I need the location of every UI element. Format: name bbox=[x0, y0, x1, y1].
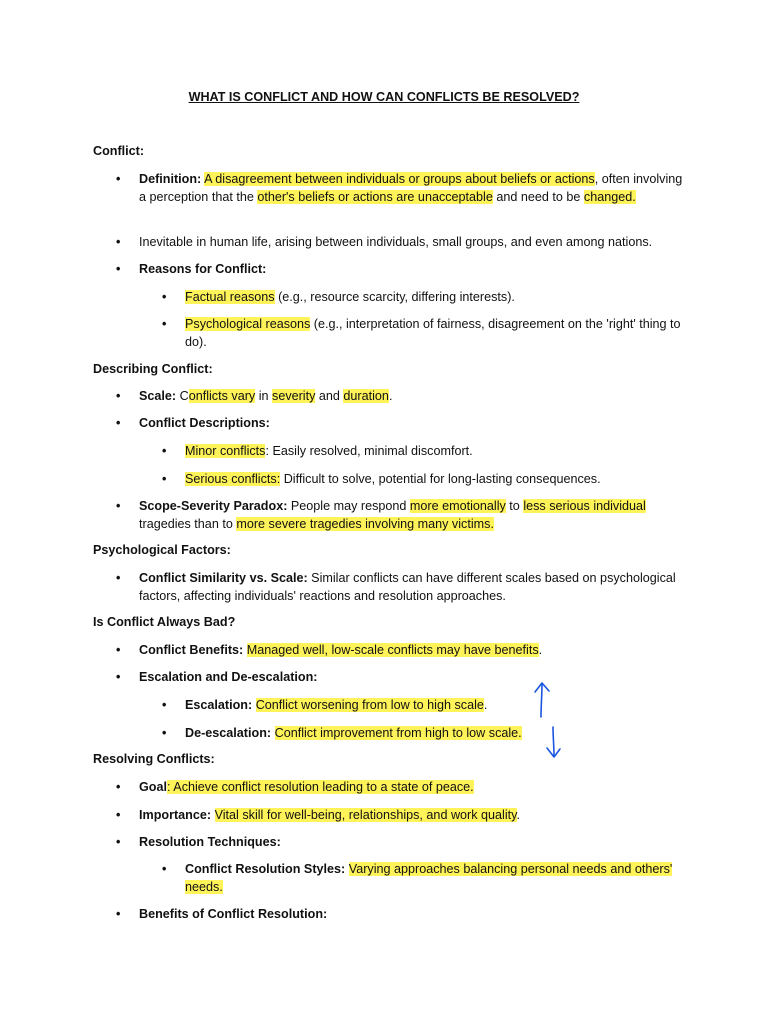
bullet-icon: • bbox=[116, 571, 121, 585]
bullet-icon: • bbox=[162, 698, 167, 712]
styles-label: Conflict Resolution Styles: bbox=[185, 862, 346, 876]
bullet-icon: • bbox=[162, 444, 167, 458]
importance-end: . bbox=[516, 808, 521, 822]
reasons-label-text: Reasons for Conflict: bbox=[139, 262, 267, 276]
escalation-end: . bbox=[483, 698, 488, 712]
scale-end: . bbox=[388, 389, 393, 403]
section-heading-describing: Describing Conflict: bbox=[93, 362, 213, 376]
section-heading-conflict: Conflict: bbox=[93, 144, 145, 158]
similarity-label: Conflict Similarity vs. Scale: bbox=[139, 571, 308, 585]
scale-highlight-2: severity bbox=[272, 389, 316, 403]
deescalation-highlight: Conflict improvement from high to low scale. bbox=[274, 726, 522, 740]
bullet-icon: • bbox=[162, 862, 167, 876]
minor-highlight: Minor conflicts bbox=[185, 444, 266, 458]
minor-text: : Easily resolved, minimal discomfort. bbox=[265, 444, 473, 458]
paradox-highlight-3: more severe tragedies involving many victims. bbox=[236, 517, 494, 531]
factual-text: (e.g., resource scarcity, differing interests). bbox=[274, 290, 515, 304]
escalation-highlight: Conflict worsening from low to high scale bbox=[255, 698, 484, 712]
bullet-icon: • bbox=[116, 416, 121, 430]
psych-text: (e.g., interpretation of fairness, disagreement on the 'right' thing to do). bbox=[185, 317, 681, 349]
goal-label: Goal bbox=[139, 780, 167, 794]
scale-highlight-3: duration bbox=[343, 389, 389, 403]
paradox-label: Scope-Severity Paradox: bbox=[139, 499, 288, 513]
bullet-icon: • bbox=[116, 780, 121, 794]
benefits-end: . bbox=[538, 643, 543, 657]
bullet-icon: • bbox=[116, 262, 121, 276]
section-heading-resolving: Resolving Conflicts: bbox=[93, 752, 215, 766]
resolution-benefits-text: Benefits of Conflict Resolution: bbox=[139, 907, 328, 921]
definition-text-2: and need to be bbox=[492, 190, 584, 204]
bullet-icon: • bbox=[116, 499, 121, 513]
benefits-highlight: Managed well, low-scale conflicts may have benefits bbox=[246, 643, 539, 657]
bullet-icon: • bbox=[162, 472, 167, 486]
bullet-icon: • bbox=[162, 317, 167, 331]
down-arrow-icon bbox=[547, 727, 560, 757]
factual-highlight: Factual reasons bbox=[185, 290, 275, 304]
scale-label: Scale: bbox=[139, 389, 177, 403]
descriptions-label-text: Conflict Descriptions: bbox=[139, 416, 270, 430]
paradox-highlight-1: more emotionally bbox=[409, 499, 506, 513]
bullet-icon: • bbox=[116, 643, 121, 657]
paradox-text-2: to bbox=[505, 499, 524, 513]
bullet-icon: • bbox=[116, 907, 121, 921]
section-heading-always-bad: Is Conflict Always Bad? bbox=[93, 615, 236, 629]
escalation-item-label: Escalation: bbox=[185, 698, 253, 712]
up-arrow-icon bbox=[535, 683, 549, 717]
section-heading-psychological: Psychological Factors: bbox=[93, 543, 231, 557]
importance-label: Importance: bbox=[139, 808, 212, 822]
techniques-label-text: Resolution Techniques: bbox=[139, 835, 281, 849]
bullet-icon: • bbox=[116, 235, 121, 249]
escalation-label-text: Escalation and De-escalation: bbox=[139, 670, 318, 684]
scale-text-1: in bbox=[255, 389, 273, 403]
bullet-icon: • bbox=[162, 290, 167, 304]
definition-label: Definition: bbox=[139, 172, 202, 186]
bullet-icon: • bbox=[162, 726, 167, 740]
definition-highlight-2: other's beliefs or actions are unacceptable bbox=[257, 190, 493, 204]
definition-text-1: , often involving a perception that the bbox=[139, 172, 683, 204]
bullet-icon: • bbox=[116, 172, 121, 186]
bullet-icon: • bbox=[116, 389, 121, 403]
serious-highlight: Serious conflicts: bbox=[185, 472, 281, 486]
scale-text-2: and bbox=[315, 389, 344, 403]
document-title: WHAT IS CONFLICT AND HOW CAN CONFLICTS BE RESOLVED? bbox=[188, 90, 580, 104]
serious-text: Difficult to solve, potential for long-lasting consequences. bbox=[280, 472, 601, 486]
goal-highlight: : Achieve conflict resolution leading to a state of peace. bbox=[167, 780, 474, 794]
definition-highlight-1: A disagreement between individuals or groups about beliefs or actions bbox=[204, 172, 595, 186]
scale-highlight-1: onflicts vary bbox=[188, 389, 256, 403]
deescalation-item-label: De-escalation: bbox=[185, 726, 272, 740]
similarity-text: Similar conflicts can have different scales based on psychological factors, affecting individuals' reactions and resolution approaches. bbox=[139, 571, 676, 603]
importance-highlight: Vital skill for well-being, relationships, and work quality bbox=[214, 808, 517, 822]
scale-c: C bbox=[176, 389, 189, 403]
paradox-text-1: People may respond bbox=[287, 499, 410, 513]
paradox-highlight-2: less serious individual bbox=[523, 499, 646, 513]
bullet-icon: • bbox=[116, 808, 121, 822]
benefits-label: Conflict Benefits: bbox=[139, 643, 244, 657]
definition-highlight-3: changed. bbox=[583, 190, 636, 204]
paradox-text-3: tragedies than to bbox=[139, 517, 237, 531]
psych-highlight: Psychological reasons bbox=[185, 317, 311, 331]
styles-highlight: Varying approaches balancing personal needs and others' needs. bbox=[185, 862, 673, 894]
bullet-icon: • bbox=[116, 835, 121, 849]
inevitable-item: Inevitable in human life, arising between individuals, small groups, and even among nations. bbox=[139, 235, 653, 249]
bullet-icon: • bbox=[116, 670, 121, 684]
